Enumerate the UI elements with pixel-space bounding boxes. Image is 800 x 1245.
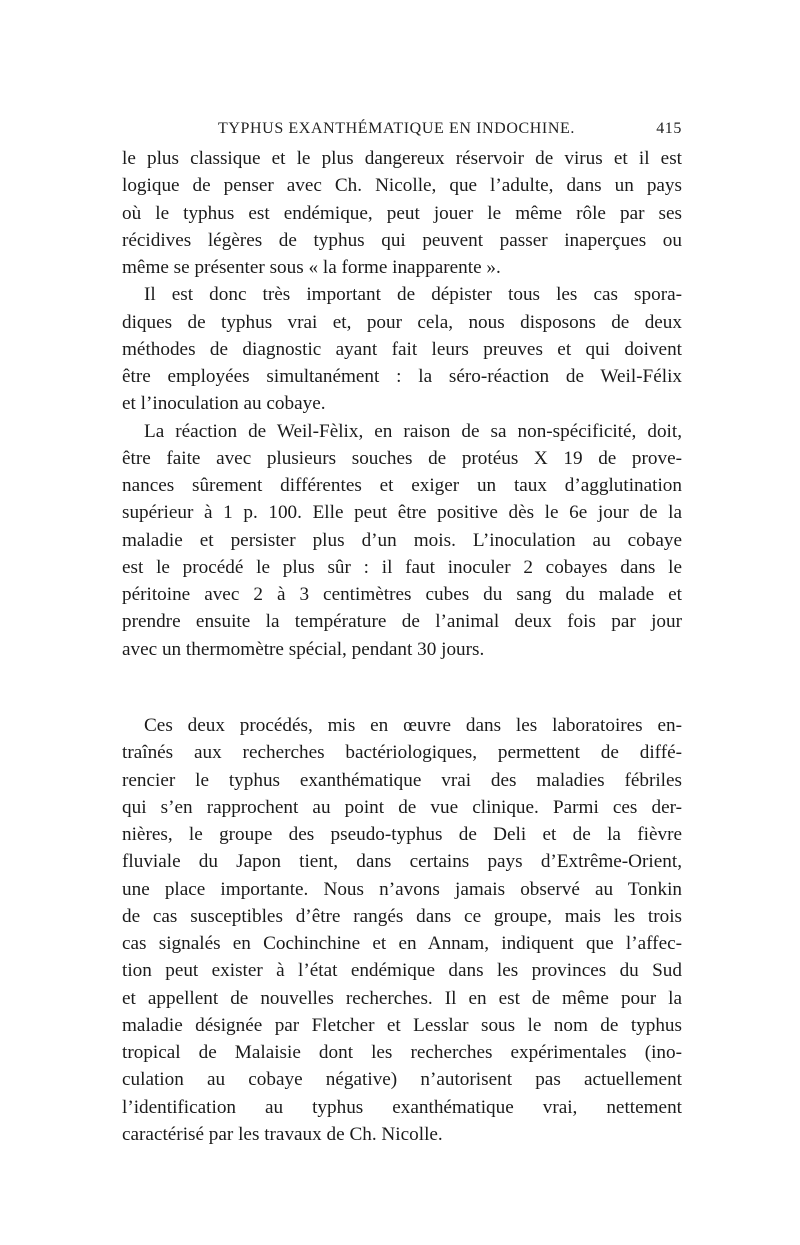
text-line: La réaction de Weil-Fèlix, en raison de sa non-spécificité, doit,	[144, 420, 682, 442]
text-line: Ces deux procédés, mis en œuvre dans les laboratoires en-	[144, 715, 682, 736]
text-block-upper	[122, 145, 682, 663]
text-line: où le typhus est endémique, peut jouer le même rôle par ses	[122, 202, 682, 224]
text-line: l’identification au typhus exanthématique vrai, nettement	[122, 1096, 682, 1118]
text-block-lower	[122, 712, 682, 1148]
text-line: avec un thermomètre spécial, pendant 30 jours.	[122, 638, 485, 660]
text-line: cas signalés en Cochinchine et en Annam, indiquent que l’affec-	[122, 933, 682, 954]
text-line: méthodes de diagnostic ayant fait leurs preuves et qui doivent	[122, 338, 682, 360]
text-line: supérieur à 1 p. 100. Elle peut être positive dès le 6e jour de la	[122, 502, 682, 524]
text-line: péritoine avec 2 à 3 centimètres cubes du sang du malade et	[122, 584, 682, 605]
text-line: être faite avec plusieurs souches de protéus X 19 de prove-	[122, 447, 682, 469]
text-line: culation au cobaye négative) n’autorisent pas actuellement	[122, 1069, 682, 1091]
text-line: nances sûrement différentes et exiger un taux d’agglutination	[122, 475, 682, 496]
text-line: de cas susceptibles d’être rangés dans ce groupe, mais les trois	[122, 905, 682, 927]
text-line: maladie et persister plus d’un mois. L’inoculation au cobaye	[122, 529, 682, 551]
text-line: une place importante. Nous n’avons jamais observé au Tonkin	[122, 878, 682, 900]
text-line: récidives légères de typhus qui peuvent passer inaperçues ou	[122, 229, 682, 251]
paragraph-differential-diagnosis	[122, 712, 682, 1148]
text-line: nières, le groupe des pseudo-typhus de Deli et de la fièvre	[122, 824, 682, 845]
paragraph-diagnosis	[122, 281, 682, 417]
running-head	[122, 120, 682, 144]
running-title: TYPHUS EXANTHÉMATIQUE EN INDOCHINE.	[218, 120, 575, 137]
text-line: même se présenter sous « la forme inapparente ».	[122, 257, 501, 278]
page-number: 415	[656, 120, 682, 137]
text-line: Il est donc très important de dépister tous les cas spora-	[144, 284, 682, 306]
text-line: fluviale du Japon tient, dans certains pays d’Extrême-Orient,	[122, 851, 682, 873]
text-line: tion peut exister à l’état endémique dans les provinces du Sud	[122, 960, 682, 982]
text-line: rencier le typhus exanthématique vrai des maladies fébriles	[122, 769, 682, 791]
paragraph-weil-felix	[122, 418, 682, 663]
text-line: et appellent de nouvelles recherches. Il en est de même pour la	[122, 987, 682, 1009]
text-line: qui s’en rapprochent au point de vue clinique. Parmi ces der-	[122, 796, 682, 818]
text-line: caractérisé par les travaux de Ch. Nicolle.	[122, 1123, 443, 1145]
text-line: et l’inoculation au cobaye.	[122, 393, 326, 415]
text-line: est le procédé le plus sûr : il faut inoculer 2 cobayes dans le	[122, 556, 682, 578]
text-line: traînés aux recherches bactériologiques, permettent de diffé-	[122, 742, 682, 764]
text-line: logique de penser avec Ch. Nicolle, que l’adulte, dans un pays	[122, 175, 682, 197]
text-line: maladie désignée par Fletcher et Lesslar sous le nom de typhus	[122, 1014, 682, 1036]
paragraph-continued	[122, 145, 682, 281]
text-line: être employées simultanément : la séro-réaction de Weil-Félix	[122, 366, 682, 387]
text-line: tropical de Malaisie dont les recherches expérimentales (ino-	[122, 1042, 682, 1063]
text-line: le plus classique et le plus dangereux réservoir de virus et il est	[122, 148, 682, 169]
text-line: diques de typhus vrai et, pour cela, nous disposons de deux	[122, 311, 682, 333]
text-line: prendre ensuite la température de l’animal deux fois par jour	[122, 611, 682, 633]
